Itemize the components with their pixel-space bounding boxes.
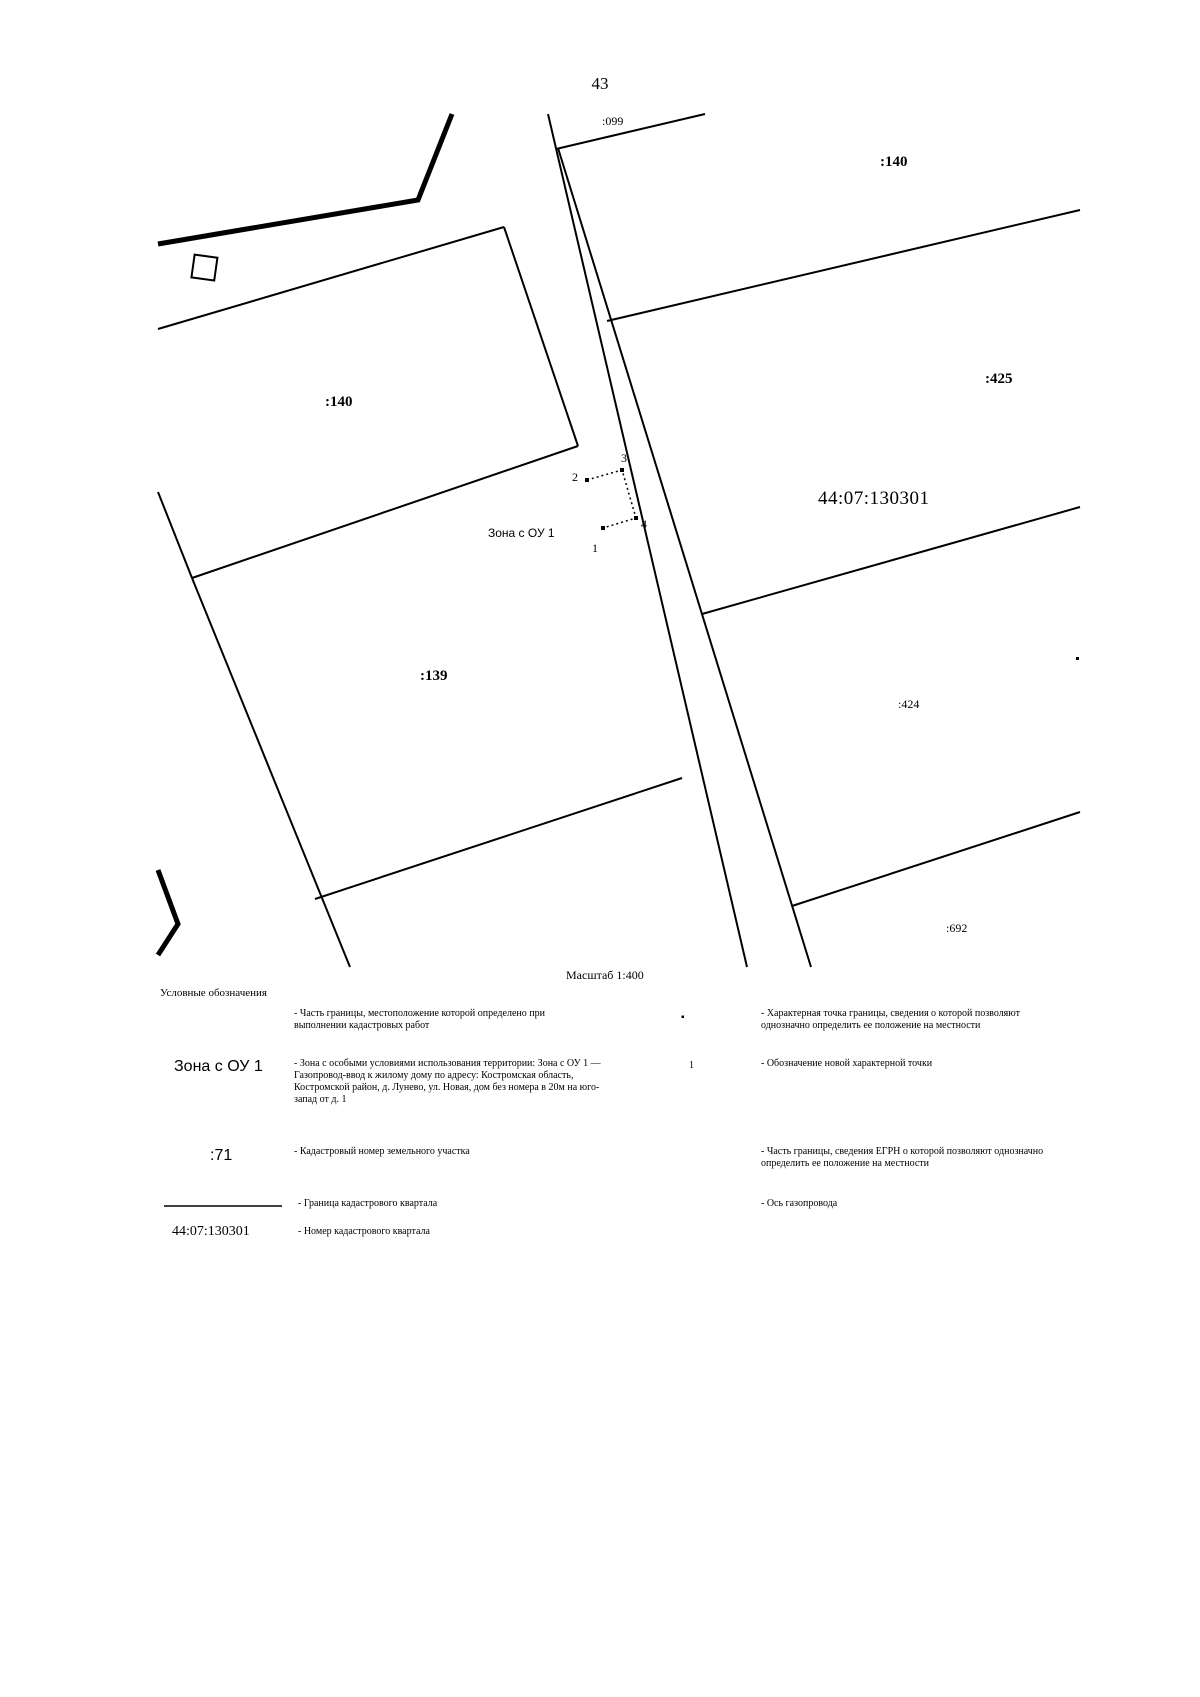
parcel-line bbox=[504, 227, 578, 446]
legend-point-number-symbol: 1 bbox=[689, 1060, 694, 1071]
parcel-line bbox=[192, 446, 578, 578]
zone-boundary bbox=[587, 470, 636, 528]
parcel-label: :099 bbox=[602, 114, 624, 128]
point-number: 4 bbox=[641, 517, 647, 531]
road-left-edge bbox=[548, 114, 747, 967]
parcel-line bbox=[315, 778, 682, 899]
legend-item-text: - Номер кадастрового квартала bbox=[298, 1226, 430, 1237]
page-number: 43 bbox=[591, 74, 609, 93]
legend-quarter-symbol: 44:07:130301 bbox=[172, 1224, 250, 1239]
legend-item-text: - Кадастровый номер земельного участка bbox=[294, 1146, 470, 1157]
parcel-line bbox=[192, 578, 350, 967]
legend-item-text: - Часть границы, сведения ЕГРН о которой позволяют однозначно определить ее положение на местности bbox=[761, 1146, 1044, 1169]
point-number: 2 bbox=[572, 470, 578, 484]
quarter-number: 44:07:130301 bbox=[818, 488, 930, 509]
parcel-label: :692 bbox=[946, 921, 968, 935]
parcel-line bbox=[607, 210, 1080, 321]
legend-parcel-number-symbol: :71 bbox=[210, 1147, 233, 1164]
legend-item-text: - Часть границы, местоположение которой определено при выполнении кадастровых работ bbox=[294, 1008, 545, 1031]
edge-mark bbox=[1076, 657, 1079, 660]
characteristic-point bbox=[601, 526, 605, 530]
thick-boundary-bottom bbox=[158, 870, 178, 955]
zone-label: Зона с ОУ 1 bbox=[488, 526, 555, 540]
building-icon bbox=[191, 255, 217, 281]
parcel-line bbox=[158, 492, 192, 578]
parcel-line bbox=[556, 114, 705, 149]
legend-zone-symbol: Зона с ОУ 1 bbox=[174, 1058, 263, 1075]
parcel-label: :425 bbox=[985, 371, 1013, 387]
legend-point-symbol: ▪ bbox=[681, 1012, 685, 1023]
point-number: 3 bbox=[621, 451, 627, 465]
parcel-line bbox=[702, 507, 1080, 614]
legend-item-text: - Характерная точка границы, сведения о которой позволяют однозначно определить ее положение на местности bbox=[761, 1008, 1020, 1031]
road-right-edge bbox=[558, 148, 811, 967]
parcel-label: :424 bbox=[898, 697, 920, 711]
thick-boundary-top bbox=[158, 114, 452, 244]
parcel-label: :140 bbox=[325, 394, 353, 410]
legend-item-text: - Граница кадастрового квартала bbox=[298, 1198, 438, 1209]
parcel-line bbox=[158, 227, 504, 329]
point-number: 1 bbox=[592, 541, 598, 555]
legend-item-text: - Обозначение новой характерной точки bbox=[761, 1058, 933, 1069]
parcel-line bbox=[792, 812, 1080, 906]
legend-title: Условные обозначения bbox=[160, 987, 267, 999]
map-scale: Масштаб 1:400 bbox=[566, 968, 644, 982]
characteristic-point bbox=[620, 468, 624, 472]
parcel-label: :139 bbox=[420, 668, 448, 684]
parcel-label: :140 bbox=[880, 154, 908, 170]
legend-item-text: - Зона с особыми условиями использования территории: Зона с ОУ 1 — Газопровод-ввод к жилому дому по адресу: Костромская область, Костромской район, д. Лунево, ул. Новая, дом без номера в 20м на юго-запад от д. 1 bbox=[294, 1058, 601, 1105]
legend-item-text: - Ось газопровода bbox=[761, 1198, 838, 1209]
characteristic-point bbox=[585, 478, 589, 482]
characteristic-point bbox=[634, 516, 638, 520]
